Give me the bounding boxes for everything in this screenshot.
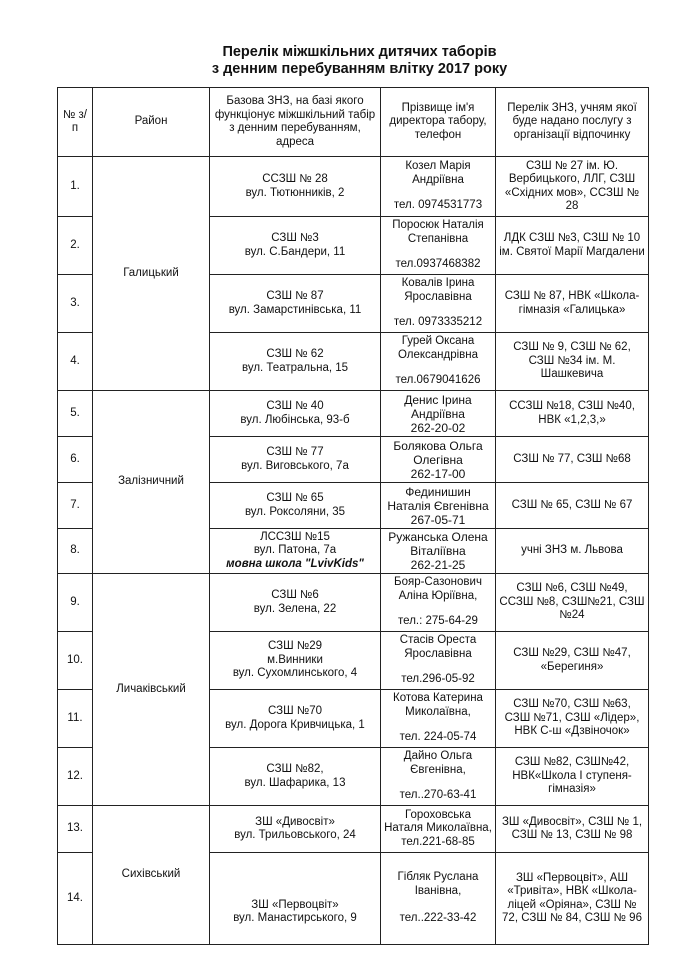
served-schools-cell: СЗШ № 87, НВК «Школа-гімназія «Галицька» — [496, 275, 649, 333]
base-school-cell — [210, 333, 381, 391]
director-cell — [381, 632, 496, 690]
director-name: Гороховська Наталя Миколаївна, — [384, 808, 492, 835]
director-name: Котова Катерина Миколаївна, — [393, 692, 483, 718]
school-address: вул. Любінська, 93-б — [240, 413, 350, 426]
camps-table — [57, 87, 649, 945]
school-name: СЗШ № 40 — [266, 400, 324, 412]
school-address: вул. Зелена, 22 — [253, 602, 337, 615]
row-number: 8. — [58, 529, 93, 574]
row-number: 12. — [58, 748, 93, 806]
director-name: Болякова Ольга Олегівна — [393, 438, 483, 467]
school-name: СЗШ №3 — [271, 232, 319, 244]
school-address: вул. Дорога Кривчицька, 1 — [225, 718, 365, 731]
director-phone: 267-05-71 — [410, 512, 466, 527]
district-cell: Личаківський — [93, 574, 210, 806]
table-row — [58, 157, 649, 217]
school-address: вул. Театральна, 15 — [241, 361, 349, 374]
director-cell — [381, 574, 496, 632]
director-cell — [381, 333, 496, 391]
school-name: ЛССЗШ №15 — [260, 530, 330, 543]
served-schools-cell: СЗШ №29, СЗШ №47, «Берегиня» — [496, 632, 649, 690]
row-number: 7. — [58, 483, 93, 529]
row-number: 1. — [58, 157, 93, 217]
director-cell — [381, 437, 496, 483]
director-cell — [381, 275, 496, 333]
director-phone: 262-17-00 — [410, 466, 466, 481]
served-schools-cell: СЗШ № 27 ім. Ю. Вербицького, ЛЛГ, СЗШ «Східних мов», ССЗШ № 28 — [496, 157, 649, 217]
header-num: № з/п — [58, 88, 93, 157]
table-row — [58, 806, 649, 853]
served-schools-cell: учні ЗНЗ м. Львова — [496, 529, 649, 574]
base-school-cell — [210, 391, 381, 437]
director-phone: тел.221-68-85 — [401, 835, 475, 848]
row-number: 10. — [58, 632, 93, 690]
served-schools-cell: ЛДК СЗШ №3, СЗШ № 10 ім. Святої Марії Магдалени — [496, 217, 649, 275]
district-cell: Залізничний — [93, 391, 210, 574]
served-schools-cell: СЗШ №82, СЗШ№42, НВК«Школа І ступеня-гімназія» — [496, 748, 649, 806]
director-cell — [381, 690, 496, 748]
header-base-school: Базова ЗНЗ, на базі якого функціонує міжшкільний табір з денним перебуванням, адреса — [210, 88, 381, 157]
school-name: СЗШ № 87 — [266, 290, 324, 302]
school-name: СЗШ № 65 — [266, 492, 324, 504]
row-number: 5. — [58, 391, 93, 437]
base-school-cell — [210, 853, 381, 945]
director-phone: 262-21-25 — [410, 558, 466, 572]
school-address: вул. Сухомлинського, 4 — [232, 667, 358, 680]
served-schools-cell: СЗШ №70, СЗШ №63, СЗШ №71, СЗШ «Лідер», НВК С-ш «Дзвіночок» — [496, 690, 649, 748]
director-cell — [381, 806, 496, 853]
director-phone: тел.296-05-92 — [401, 673, 475, 686]
row-number: 6. — [58, 437, 93, 483]
director-name: Денис Ірина Андріївна — [404, 392, 472, 421]
served-schools-cell: СЗШ №6, СЗШ №49, ССЗШ №8, СЗШ№21, СЗШ №24 — [496, 574, 649, 632]
director-phone: тел. 0973335212 — [393, 316, 483, 329]
base-school-cell — [210, 217, 381, 275]
base-school-cell — [210, 529, 381, 574]
school-name: СЗШ №29 — [268, 640, 322, 653]
school-town: м.Винники — [267, 653, 323, 666]
director-phone: тел. 0974531773 — [393, 199, 483, 212]
school-name: ЗШ «Первоцвіт» — [251, 898, 339, 911]
base-school-cell — [210, 632, 381, 690]
school-name: СЗШ № 77 — [266, 446, 324, 458]
district-cell: Галицький — [93, 157, 210, 391]
director-cell — [381, 391, 496, 437]
served-schools-cell: ССЗШ №18, СЗШ №40, НВК «1,2,3,» — [496, 391, 649, 437]
director-phone: 262-20-02 — [410, 420, 466, 435]
school-address: вул. Виговського, 7а — [241, 459, 349, 472]
school-note: мовна школа "LvivKids" — [226, 557, 364, 570]
table-row — [58, 391, 649, 437]
director-phone: тел.0937468382 — [395, 258, 481, 271]
director-cell — [381, 157, 496, 217]
table-header-row — [58, 88, 649, 157]
director-cell — [381, 529, 496, 574]
base-school-cell — [210, 574, 381, 632]
school-address: вул. С.Бандери, 11 — [244, 245, 346, 258]
row-number: 4. — [58, 333, 93, 391]
base-school-cell — [210, 748, 381, 806]
director-phone: тел..222-33-42 — [399, 912, 477, 925]
director-cell — [381, 217, 496, 275]
page-title — [0, 44, 679, 78]
director-cell — [381, 853, 496, 945]
title-line-1: Перелік міжшкільних дитячих таборів — [222, 44, 497, 60]
director-cell — [381, 483, 496, 529]
director-name: Стасів Ореста Ярославівна — [399, 634, 477, 660]
row-number: 11. — [58, 690, 93, 748]
district-cell: Сихівський — [93, 806, 210, 945]
school-name: СЗШ №6 — [271, 589, 319, 601]
base-school-cell — [210, 483, 381, 529]
director-phone: тел..270-63-41 — [399, 789, 477, 802]
director-name: Гурей Оксана Олександрівна — [397, 335, 479, 361]
served-schools-cell: ЗШ «Первоцвіт», АШ «Тривіта», НВК «Школа-ліцей «Оріяна», СЗШ № 72, СЗШ № 84, СЗШ № 96 — [496, 853, 649, 945]
school-name: ССЗШ № 28 — [262, 173, 328, 185]
director-phone: тел. 224-05-74 — [399, 731, 477, 744]
served-schools-cell: СЗШ № 9, СЗШ № 62, СЗШ №34 ім. М. Шашкевича — [496, 333, 649, 391]
director-name: Фединишин Наталія Євгенівна — [387, 484, 489, 513]
table-row — [58, 574, 649, 632]
header-district: Район — [93, 88, 210, 157]
director-name: Бояр-Сазонович Аліна Юріївна, — [394, 576, 482, 602]
school-address: вул. Шафарика, 13 — [244, 776, 346, 789]
director-name: Ковалів Ірина Ярославівна — [401, 277, 475, 303]
header-director: Прізвище ім'я директора табору, телефон — [381, 88, 496, 157]
school-address: вул. Манастирського, 9 — [233, 912, 357, 924]
row-number: 14. — [58, 853, 93, 945]
school-address: вул. Трильовського, 24 — [234, 829, 356, 841]
director-name: Гібляк Руслана Іванівна, — [397, 871, 479, 897]
row-number: 9. — [58, 574, 93, 632]
base-school-cell — [210, 806, 381, 853]
title-line-2: з денним перебуванням влітку 2017 року — [211, 61, 508, 77]
base-school-cell — [210, 157, 381, 217]
director-cell — [381, 748, 496, 806]
row-number: 3. — [58, 275, 93, 333]
row-number: 13. — [58, 806, 93, 853]
director-phone: тел.: 275-64-29 — [398, 615, 478, 628]
header-served-schools: Перелік ЗНЗ, учням якої буде надано послугу з організації відпочинку — [496, 88, 649, 157]
served-schools-cell: СЗШ № 77, СЗШ №68 — [496, 437, 649, 483]
director-name: Козел Марія Андріївна — [405, 160, 471, 186]
school-name: СЗШ № 62 — [266, 348, 324, 360]
director-name: Ружанська Олена Віталіївна — [388, 530, 488, 558]
served-schools-cell: ЗШ «Дивосвіт», СЗШ № 1, СЗШ № 13, СЗШ № 98 — [496, 806, 649, 853]
director-name: Поросюк Наталія Степанівна — [392, 219, 484, 245]
school-name: ЗШ «Дивосвіт» — [255, 815, 335, 828]
director-phone: тел.0679041626 — [395, 374, 481, 387]
row-number: 2. — [58, 217, 93, 275]
school-address: вул. Тютюнників, 2 — [245, 186, 345, 199]
school-name: СЗШ №82, — [266, 763, 324, 775]
school-address: вул. Замарстинівська, 11 — [228, 303, 362, 316]
school-address: вул. Патона, 7а — [253, 544, 337, 557]
base-school-cell — [210, 275, 381, 333]
director-name: Дайно Ольга Євгенівна, — [403, 750, 473, 776]
base-school-cell — [210, 437, 381, 483]
served-schools-cell: СЗШ № 65, СЗШ № 67 — [496, 483, 649, 529]
school-address: вул. Роксоляни, 35 — [244, 505, 346, 518]
school-name: СЗШ №70 — [268, 705, 322, 717]
base-school-cell — [210, 690, 381, 748]
